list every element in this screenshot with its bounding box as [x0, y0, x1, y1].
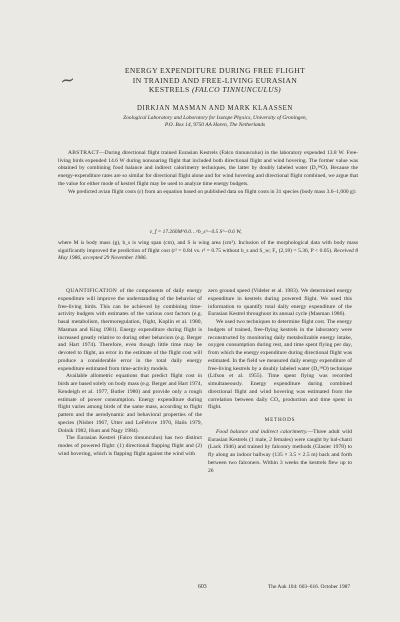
methods-paragraph — [208, 429, 352, 476]
title-line-3 — [95, 85, 335, 95]
title-species: (FALCO TINNUNCULUS) — [191, 85, 282, 95]
affiliation-line-2: P.O. Box 14, 9750 AA Haren, The Netherlands — [164, 122, 266, 128]
left-column — [58, 288, 202, 459]
abstract-text-3: where M is body mass (g), b_s is wing span (cm), and S is wing area (cm²). Inclusion of the morphological data with body mass significantly improved the prediction of flight cost (r² = 0.84 vs. r² = 0.75 without b_s and S_w; F₂ (2,18) = 5.36, P < 0.05). — [58, 240, 358, 254]
abstract-text: —During directional flight trained Eurasian Kestrels (Falco tinnunculus) in the laboratory expended 13.8 W. Free-living birds expended 14.6 W during nonsoaring flight that included both directional flight and wind hovering. The former value was obtained by combining food balance and indirect calorimetry techniques, the latter by doubly labeled water (D₂¹⁸O). Because the energy-expenditure rates are so similar for directional flight alone and for wind hovering and directional flight combined, we argue that the value for either mode of kestrel flight may be used to analyze time energy budgets. — [58, 150, 358, 187]
methods-text: —Three adult wild Eurasian Kestrels (1 male, 2 females) were caught by bal-chatri (Lack 1946) and trained by falconry methods (Glasier 1978) to fly along an indoor hallway (135 × 3.5 × 2.5 m) back and forth between two falconers. Within 3 weeks the kestrels flew up to 26 — [208, 428, 352, 474]
intro-lead: QUANTIFICATION — [66, 288, 118, 294]
intro-text-1: of the components of daily energy expenditure will improve the understanding of the behavior of free-living birds. This can be achieved by combining time-activity budgets with estimates of the various cost factors (e.g. basal metabolism, thermoregulation, flight, Koplin et al. 1980, Masman and King 1981). Energy expenditure during flight is increased greatly relative to during other behaviors (e.g. Berger and Hart 1974). Therefore, even though little time may be devoted to flight, an error in the estimate of the flight cost will produce a considerable error in the total daily energy expenditure estimated from time-activity models. — [58, 288, 202, 372]
received-dates: Received 8 May 1986, accepted 29 November 1986. — [58, 247, 359, 262]
title-line-1: ENERGY EXPENDITURE DURING FREE FLIGHT — [124, 66, 306, 75]
abstract-paragraph-1 — [58, 150, 358, 189]
title-line-2: IN TRAINED AND FREE-LIVING EURASIAN — [132, 75, 298, 85]
title-kestrels: KESTRELS — [148, 85, 190, 95]
methods-heading: METHODS — [264, 417, 296, 423]
abstract-continued — [58, 240, 358, 263]
right-paragraph-2: We used two techniques to determine flight cost. The energy budgets of trained, free-flying kestrels in the laboratory were reconstructed by monitoring daily metabolizable energy intake, oxygen consumption during rest, and time spent flying per day, from which the energy expenditure during directional flight was estimated. In the field we measured daily energy expenditure of free-living kestrels by a doubly labeled water (D₂¹⁸O) technique (Lifson et al. 1955). Time spent flying was recorded simultaneously. Energy expenditure during combined directional flight and wind hovering was estimated from the correlation between daily CO₂ production and time spent in flight. — [208, 319, 352, 411]
authors: DIRKJAN MASMAN AND MARK KLAASSEN — [137, 105, 293, 112]
abstract-paragraph-2: We predicted avian flight costs (ε) from an equation based on published data on flight costs in 31 species (body mass 3.6–1,000 g): — [68, 188, 357, 195]
page-number: 603 — [198, 584, 207, 590]
intro-paragraph-2: Available allometric equations that predict flight cost in birds are based solely on body mass (e.g. Berger and Hart 1974, Kendeigh et al. 1977, Butler 1980) and provide only a rough estimate of power consumption. Energy expenditure during flight varies among birds of the same mass, according to flight pattern and the aerodynamic and behavioral properties of the species (Nisbet 1967, Utter and LeFebvre 1970, Hails 1979, Dolnik 1982, Hunt and Nagy 1984). — [58, 373, 202, 434]
right-paragraph-1: zero ground speed (Videler et al. 1983). We determined energy expenditure in kestrels during powered flight. We used this information to quantify total daily energy expenditure of the Eurasian Kestrel throughout its annual cycle (Masman 1986). — [208, 288, 352, 318]
paper-title — [95, 66, 335, 95]
right-column — [208, 288, 352, 475]
affiliation — [80, 115, 350, 129]
flight-cost-equation: ε_f = 17.260M^0.0…^b_s^−0.5 S^−0.6 W, — [150, 229, 242, 235]
intro-paragraph-3: The Eurasian Kestrel (Falco tinnunculus) has two distinct modes of powered flight: (1) directional flapping flight and (2) wind hovering, which is flapping flight against the wind with — [58, 435, 202, 457]
affiliation-line-1: Zoological Laboratory and Laboratory for Isotope Physics, University of Groningen, — [123, 115, 307, 121]
abstract — [58, 150, 358, 196]
methods-lead: Food balance and indirect calorimetry. — [216, 428, 308, 435]
intro-paragraph-1 — [58, 288, 202, 373]
journal-citation: The Auk 104: 603–616. October 1987 — [268, 584, 351, 590]
handwritten-mark: ~ — [58, 68, 77, 93]
abstract-lead: ABSTRACT — [68, 150, 100, 156]
